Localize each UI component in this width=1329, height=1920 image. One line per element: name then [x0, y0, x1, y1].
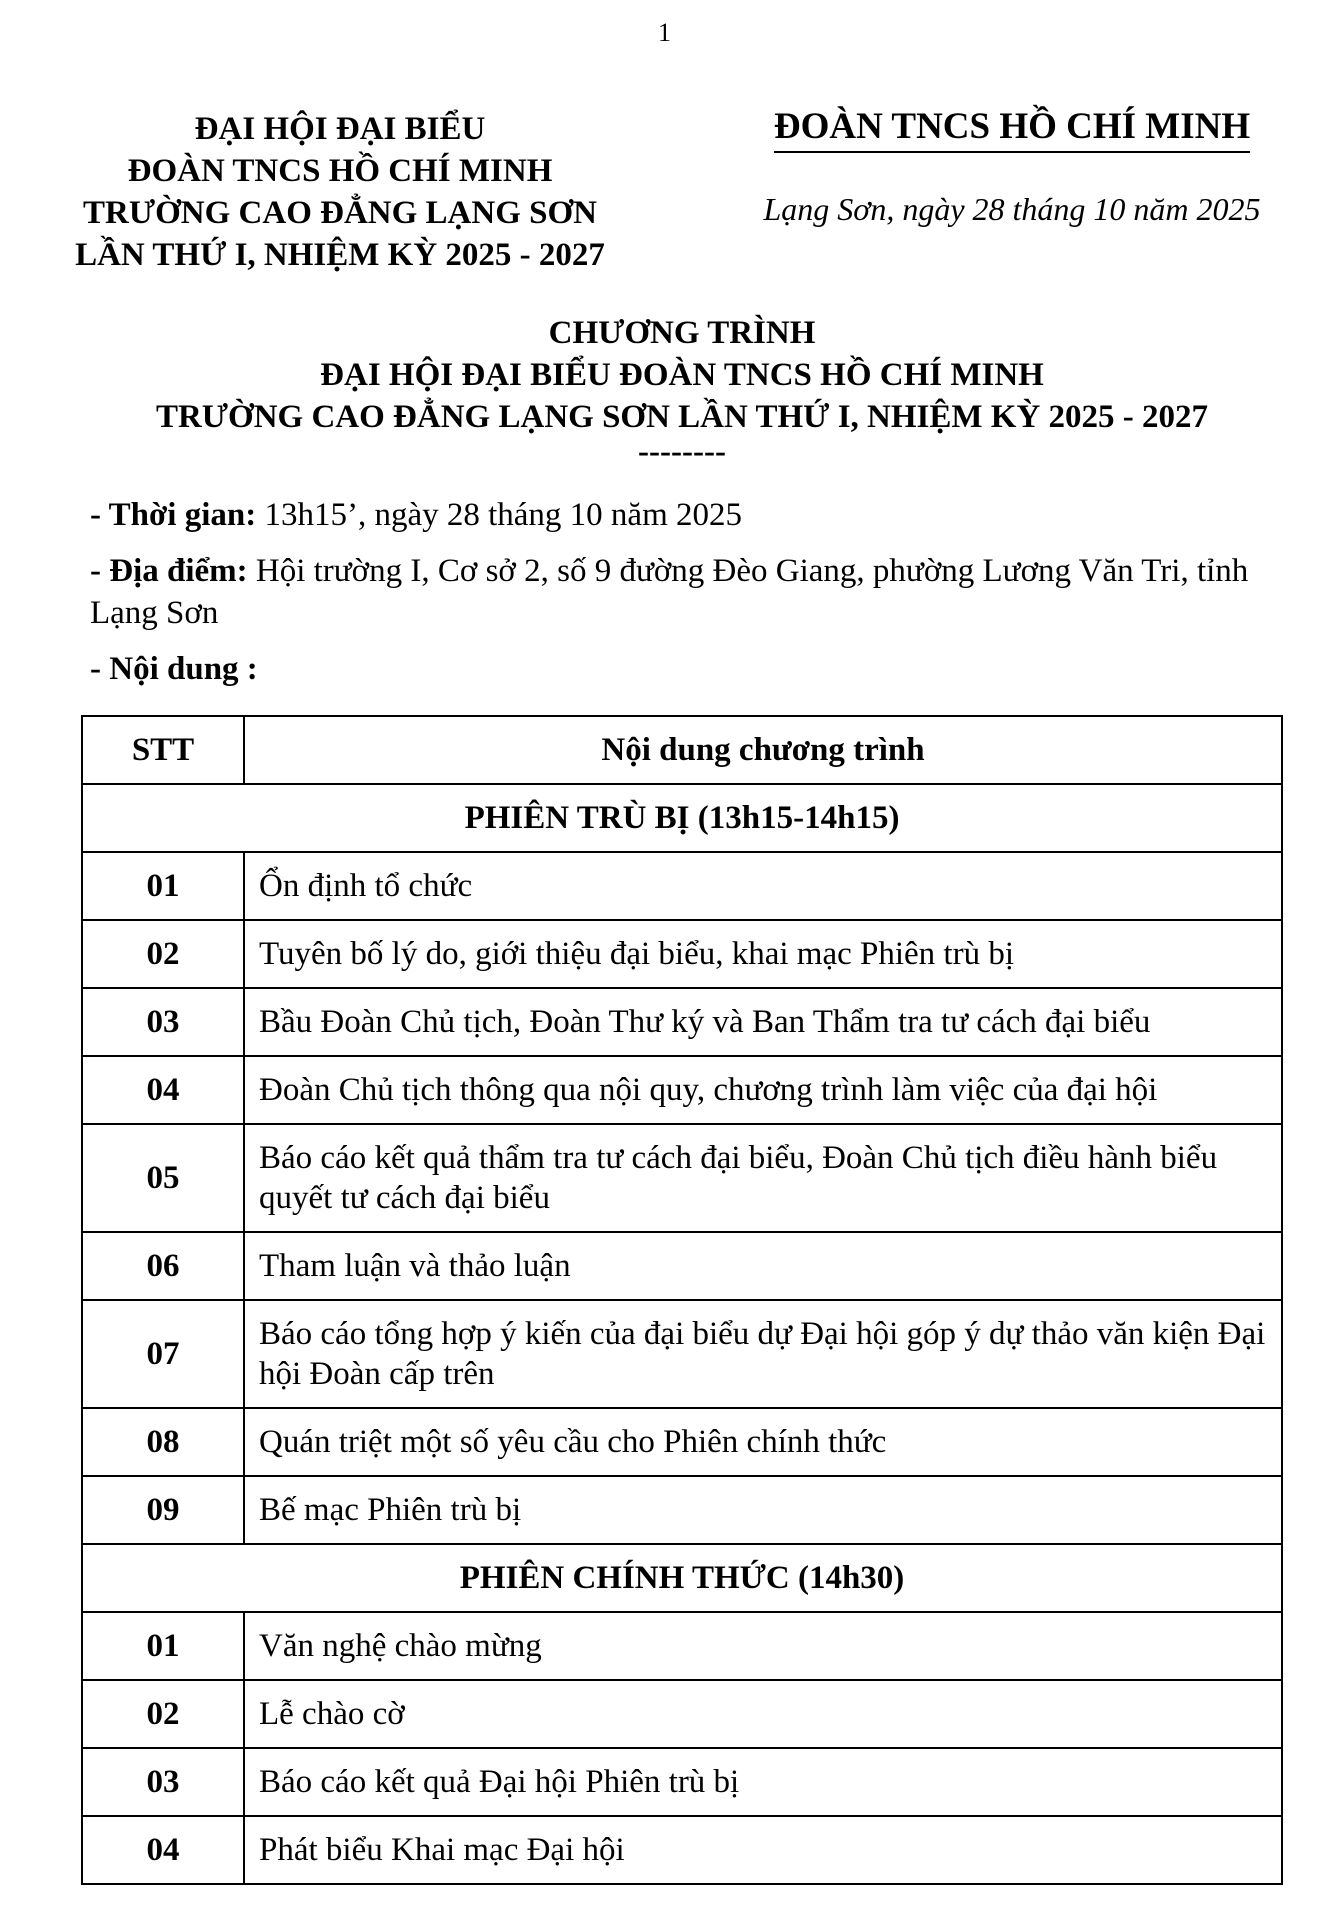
header-left-line: LẦN THỨ I, NHIỆM KỲ 2025 - 2027: [75, 237, 605, 273]
header-left: [40, 108, 640, 276]
row-content: Tham luận và thảo luận: [244, 1232, 1282, 1300]
location-value: Hội trường I, Cơ sở 2, số 9 đường Đèo Giang, phường Lương Văn Tri, tỉnh Lạng Sơn: [90, 553, 1249, 631]
header-left-line: ĐẠI HỘI ĐẠI BIỂU: [194, 111, 486, 147]
row-content: Bầu Đoàn Chủ tịch, Đoàn Thư ký và Ban Thẩm tra tư cách đại biểu: [244, 988, 1282, 1056]
document-title: [0, 312, 1329, 470]
header-right: [712, 104, 1312, 229]
title-line: TRƯỜNG CAO ĐẲNG LẠNG SƠN LẦN THỨ I, NHIỆM KỲ 2025 - 2027: [155, 399, 1209, 435]
row-stt: 02: [82, 920, 244, 988]
row-stt: 01: [82, 852, 244, 920]
row-content: Bế mạc Phiên trù bị: [244, 1476, 1282, 1544]
session-title: PHIÊN TRÙ BỊ (13h15-14h15): [82, 784, 1282, 852]
table-row: [82, 1232, 1282, 1300]
table-row: [82, 1748, 1282, 1816]
header-content: Nội dung chương trình: [244, 716, 1282, 784]
row-stt: 09: [82, 1476, 244, 1544]
row-stt: 08: [82, 1408, 244, 1476]
row-stt: 05: [82, 1124, 244, 1232]
row-content: Lễ chào cờ: [244, 1680, 1282, 1748]
title-line: CHƯƠNG TRÌNH: [548, 315, 816, 351]
table-row: [82, 1476, 1282, 1544]
session-title: PHIÊN CHÍNH THỨC (14h30): [82, 1544, 1282, 1612]
content-label: - Nội dung :: [90, 651, 258, 687]
row-stt: 07: [82, 1300, 244, 1408]
location-label: - Địa điểm:: [90, 553, 248, 589]
title-separator: --------: [638, 434, 726, 470]
page-number: 1: [658, 18, 671, 47]
table-row: [82, 1612, 1282, 1680]
info-block: [90, 494, 1250, 704]
time-value: 13h15’, ngày 28 tháng 10 năm 2025: [264, 497, 742, 533]
table-row: [82, 1816, 1282, 1884]
row-content: Báo cáo tổng hợp ý kiến của đại biểu dự Đại hội góp ý dự thảo văn kiện Đại hội Đoàn cấp trên: [244, 1300, 1282, 1408]
row-content: Ổn định tổ chức: [244, 852, 1282, 920]
row-content: Văn nghệ chào mừng: [244, 1612, 1282, 1680]
row-content: Tuyên bố lý do, giới thiệu đại biểu, khai mạc Phiên trù bị: [244, 920, 1282, 988]
row-content: Báo cáo kết quả thẩm tra tư cách đại biểu, Đoàn Chủ tịch điều hành biểu quyết tư cách đại biểu: [244, 1124, 1282, 1232]
header-left-line: TRƯỜNG CAO ĐẲNG LẠNG SƠN: [83, 195, 597, 231]
place-date: Lạng Sơn, ngày 28 tháng 10 năm 2025: [763, 191, 1261, 227]
time-label: - Thời gian:: [90, 497, 257, 533]
table-row: [82, 1124, 1282, 1232]
row-stt: 06: [82, 1232, 244, 1300]
content-line: [90, 648, 1250, 690]
row-content: Báo cáo kết quả Đại hội Phiên trù bị: [244, 1748, 1282, 1816]
row-stt: 04: [82, 1056, 244, 1124]
org-name: ĐOÀN TNCS HỒ CHÍ MINH: [774, 104, 1250, 153]
row-stt: 02: [82, 1680, 244, 1748]
time-line: [90, 494, 1250, 536]
row-content: Phát biểu Khai mạc Đại hội: [244, 1816, 1282, 1884]
header-stt: STT: [82, 716, 244, 784]
row-content: Đoàn Chủ tịch thông qua nội quy, chương trình làm việc của đại hội: [244, 1056, 1282, 1124]
table-row: [82, 852, 1282, 920]
table-row: [82, 920, 1282, 988]
table-header-row: [82, 716, 1282, 784]
session-row: [82, 1544, 1282, 1612]
row-stt: 03: [82, 988, 244, 1056]
program-table: [81, 715, 1283, 1885]
table-row: [82, 1408, 1282, 1476]
table-row: [82, 1300, 1282, 1408]
table-row: [82, 1680, 1282, 1748]
row-stt: 03: [82, 1748, 244, 1816]
table-row: [82, 1056, 1282, 1124]
row-stt: 01: [82, 1612, 244, 1680]
row-stt: 04: [82, 1816, 244, 1884]
row-content: Quán triệt một số yêu cầu cho Phiên chính thức: [244, 1408, 1282, 1476]
header-left-line: ĐOÀN TNCS HỒ CHÍ MINH: [127, 153, 553, 189]
session-row: [82, 784, 1282, 852]
table-row: [82, 988, 1282, 1056]
location-line: [90, 550, 1250, 634]
title-line: ĐẠI HỘI ĐẠI BIỂU ĐOÀN TNCS HỒ CHÍ MINH: [320, 357, 1044, 393]
